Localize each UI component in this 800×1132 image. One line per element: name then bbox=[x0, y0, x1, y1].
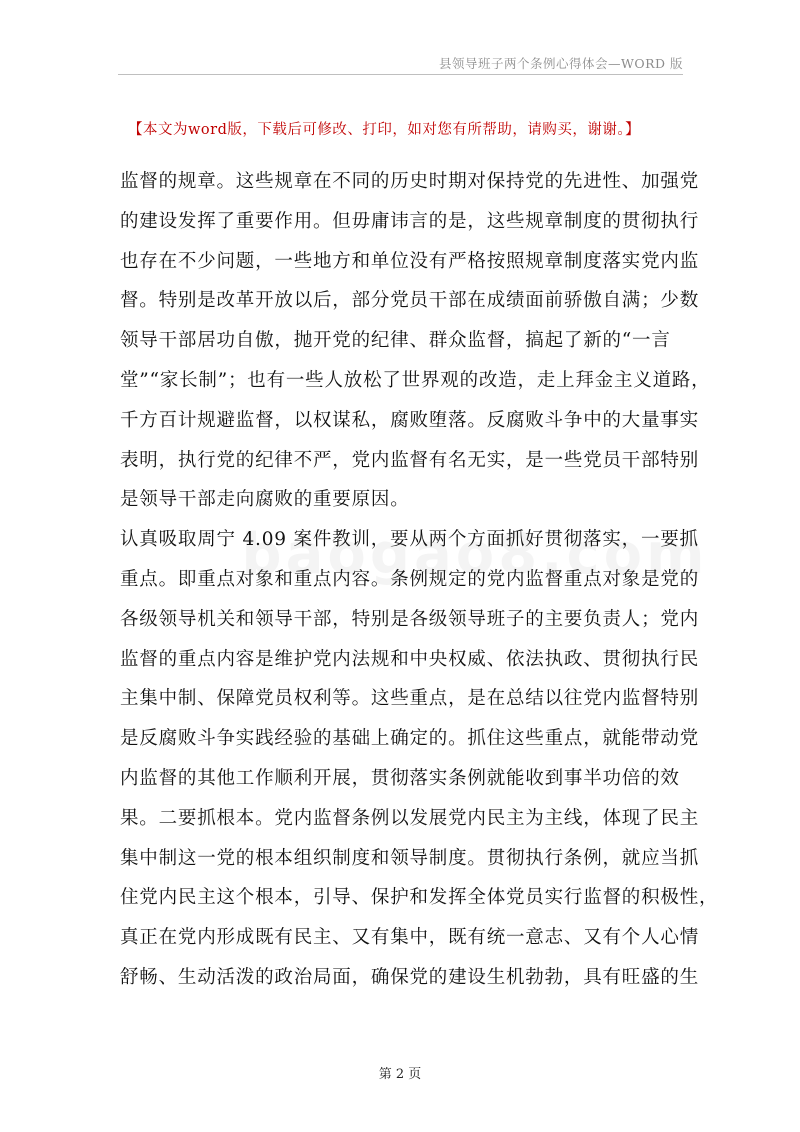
body-line: 真正在党内形成既有民主、又有集中，既有统一意志、又有个人心情 bbox=[120, 927, 700, 949]
purchase-notice: 【本文为word版，下载后可修改、打印，如对您有所帮助，请购买，谢谢。】 bbox=[128, 122, 641, 138]
body-line: 果。二要抓根本。党内监督条例以发展党内民主为主线，体现了民主 bbox=[120, 807, 700, 829]
body-line: 认真吸取周宁 4.09 案件教训，要从两个方面抓好贯彻落实，一要抓 bbox=[120, 529, 699, 551]
body-line: 督。特别是改革开放以后，部分党员干部在成绩面前骄傲自满；少数 bbox=[120, 290, 700, 312]
body-line: 住党内民主这个根本，引导、保护和发挥全体党员实行监督的积极性， bbox=[120, 887, 719, 909]
body-line: 是领导干部走向腐败的重要原因。 bbox=[120, 489, 410, 511]
body-line: 是反腐败斗争实践经验的基础上确定的。抓住这些重点，就能带动党 bbox=[120, 728, 700, 750]
body-line: 舒畅、生动活泼的政治局面，确保党的建设生机勃勃，具有旺盛的生 bbox=[120, 966, 700, 988]
body-line: 重点。即重点对象和重点内容。条例规定的党内监督重点对象是党的 bbox=[120, 568, 700, 590]
body-line: 也存在不少问题，一些地方和单位没有严格按照规章制度落实党内监 bbox=[120, 250, 700, 272]
page-number: 第 2 页 bbox=[378, 1067, 422, 1082]
body-line: 千方百计规避监督，以权谋私，腐败堕落。反腐败斗争中的大量事实 bbox=[120, 409, 700, 431]
body-line: 监督的规章。这些规章在不同的历史时期对保持党的先进性、加强党 bbox=[120, 171, 700, 192]
body-line: 集中制这一党的根本组织制度和领导制度。贯彻执行条例，就应当抓 bbox=[120, 847, 700, 869]
body-line: 表明，执行党的纪律不严，党内监督有名无实，是一些党员干部特别 bbox=[120, 449, 700, 471]
body-line: 内监督的其他工作顺利开展，贯彻落实条例就能收到事半功倍的效 bbox=[120, 767, 680, 789]
body-line: 监督的重点内容是维护党内法规和中央权威、依法执政、贯彻执行民 bbox=[120, 648, 700, 670]
page-header bbox=[118, 52, 683, 75]
header-title: 县领导班子两个条例心得体会—WORD 版 bbox=[438, 56, 683, 71]
body-line: 的建设发挥了重要作用。但毋庸讳言的是，这些规章制度的贯彻执行 bbox=[120, 210, 700, 232]
body-line: 主集中制、保障党员权利等。这些重点，是在总结以往党内监督特别 bbox=[120, 688, 700, 710]
body-text bbox=[120, 162, 719, 998]
body-line: 堂”“家长制”；也有一些人放松了世界观的改造，走上拜金主义道路， bbox=[120, 369, 711, 391]
body-line: 领导干部居功自傲，抛开党的纪律、群众监督，搞起了新的“一言 bbox=[120, 330, 671, 352]
body-line: 各级领导机关和领导干部，特别是各级领导班子的主要负责人；党内 bbox=[120, 608, 700, 630]
